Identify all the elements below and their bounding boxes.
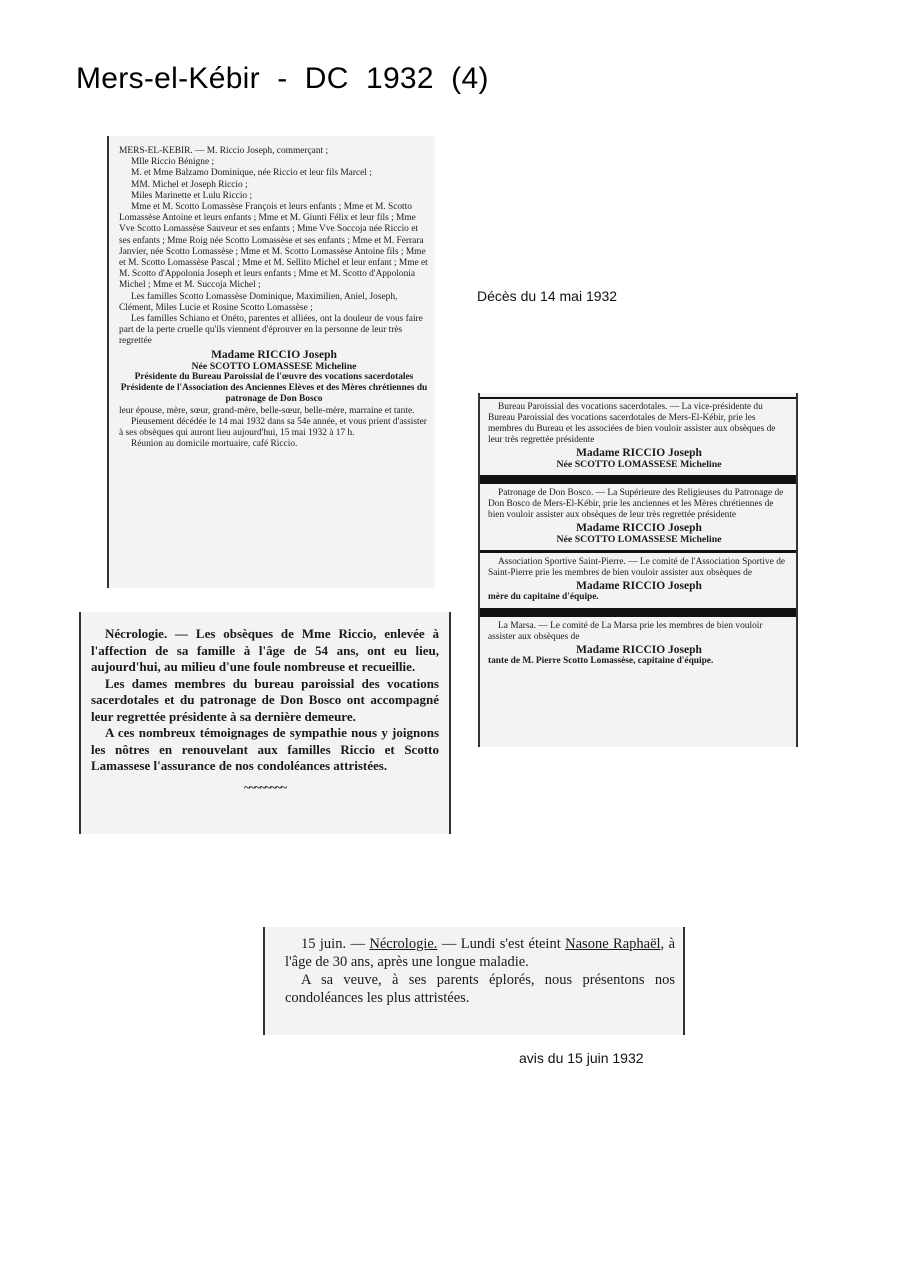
deceased-name: Madame RICCIO Joseph xyxy=(211,348,337,361)
notice-text: — Lundi s'est éteint xyxy=(437,936,566,952)
notice-heading: Nécrologie. xyxy=(369,936,438,952)
notice-date: 15 juin. — xyxy=(301,936,370,952)
necrologie-paragraph: Nécrologie. — Les obsèques de Mme Riccio, enlevée à l'affection de sa famille à l'âge de 54 ans, ont eu lieu, aujourd'hui, au milieu d'une foule nombreuse et recueillie. xyxy=(91,626,439,674)
notice-line: M. et Mme Balzamo Dominique, née Riccio et leur fils Marcel ; xyxy=(131,168,372,179)
notice-line: Mme et M. Scotto Lomassèse François et leurs enfants ; Mme et M. Scotto Lomassèse Antoine et leurs enfants ; Mme et M. Giunti Félix et leur fils ; Mme Vve Scotto Lomassèse Sauveur et ses enfants ; Mme Vve Soccoja née Riccio et ses enfants ; Mme Roig née Scotto Lomassèse et ses enfants ; Mme et M. Ferrara Janvier, née Scotto Lomassèse ; Mme et M. Scotto Lomassèse Antoine fils ; Mme et M. Scotto Lomassèse Pascal ; Mme et M. Sellito Michel et leur enfant ; Mme et M. Scotto d'Appolonia Joseph et leurs enfants ; Mme et M. Scotto d'Appolonia Michel ; Mme et M. Succoja Michel ; xyxy=(119,202,428,291)
deceased-maiden-name: Née SCOTTO LOMASSESE Micheline xyxy=(556,534,722,545)
notice-line: Miles Marinette et Lulu Riccio ; xyxy=(131,190,253,201)
divider xyxy=(480,397,796,399)
notice-line: La Marsa. — Le comité de La Marsa prie les membres de bien vouloir assister aux obsèques de xyxy=(488,621,763,642)
presidency-line: Présidente du Bureau Paroissial de l'œuvre des vocations sacerdotales xyxy=(134,372,414,383)
necrologie-paragraph xyxy=(285,935,675,971)
relation-line: mère du capitaine d'équipe. xyxy=(488,592,599,602)
deceased-name: Madame RICCIO Joseph xyxy=(576,447,702,459)
notice-line: MM. Michel et Joseph Riccio ; xyxy=(131,179,248,190)
notice-line: Réunion au domicile mortuaire, café Riccio. xyxy=(131,439,298,450)
notice-line: Bureau Paroissial des vocations sacerdotales. — La vice-présidente du Bureau Paroissial des vocations sacerdotales de Mers-El-Kébir, prie les membres du Bureau et les associées de bien vouloir assister aux obsèques de leur très regrettée présidente xyxy=(488,402,776,445)
deceased-name: Madame RICCIO Joseph xyxy=(576,644,702,656)
presidency-line: Présidente de l'Association des Anciennes Elèves et des Mères chrétiennes du patronage de Don Bosco xyxy=(120,383,428,405)
notice-line: Pieusement décédée le 14 mai 1932 dans sa 54e année, et vous prient d'assister à ses obsèques qui auront lieu aujourd'hui, 15 mai 1932 à 17 h. xyxy=(119,416,427,439)
newspaper-clipping-necrologie xyxy=(79,612,451,834)
necrologie-paragraph: A sa veuve, à ses parents éplorés, nous présentons nos condoléances les plus attristées. xyxy=(285,972,675,1006)
divider xyxy=(480,550,796,553)
notice-line: Les familles Schiano et Onéto, parentes et alliées, ont la douleur de vous faire part de la perte cruelle qu'ils viennent d'éprouver en la personne de leur très regrettée xyxy=(119,314,423,347)
necrologie-paragraph: A ces nombreux témoignages de sympathie nous y joignons les nôtres en renouvelant aux familles Riccio et Scotto Lamassese l'assurance de nos condoléances attristées. xyxy=(91,725,439,773)
necrologie-paragraph: Les dames membres du bureau paroissial des vocations sacerdotales et du patronage de Don Bosco ont accompagné leur regrettée présidente à sa dernière demeure. xyxy=(91,675,439,724)
newspaper-clipping-associations xyxy=(478,393,798,747)
notice-line: MERS-EL-KEBIR. — M. Riccio Joseph, commerçant ; xyxy=(119,146,329,156)
deceased-maiden-name: Née SCOTTO LOMASSESE Micheline xyxy=(191,360,357,372)
page-title: Mers-el-Kébir - DC 1932 (4) xyxy=(76,62,489,95)
deceased-name: Nasone Raphaël xyxy=(565,936,661,952)
deceased-maiden-name: Née SCOTTO LOMASSESE Micheline xyxy=(556,459,722,470)
deceased-name: Madame RICCIO Joseph xyxy=(576,522,702,534)
notice-line: Association Sportive Saint-Pierre. — Le comité de l'Association Sportive de Saint-Pierre prie les membres de bien vouloir assister aux obsèques de xyxy=(488,557,786,578)
relation-line: tante de M. Pierre Scotto Lomassèse, capitaine d'équipe. xyxy=(488,656,714,666)
deceased-name: Madame RICCIO Joseph xyxy=(576,580,702,592)
notice-line: Les familles Scotto Lomassèse Dominique, Maximilien, Aniel, Joseph, Clément, Miles Lucie et Rosine Scotto Lomassèse ; xyxy=(119,291,398,313)
divider xyxy=(480,475,796,484)
notice-line: Patronage de Don Bosco. — La Supérieure des Religieuses du Patronage de Don Bosco de Mers-El-Kébir, prie les anciennes et les Mères chrétiennes de bien vouloir assister aux obsèques de leur très regrettée présidente xyxy=(488,488,784,520)
notice-text: , à l'âge de 30 ans, après une longue maladie. xyxy=(285,936,676,970)
notice-line: leur épouse, mère, sœur, grand-mère, belle-sœur, belle-mère, marraine et tante. xyxy=(119,405,415,416)
newspaper-clipping-death-notice xyxy=(107,136,435,588)
divider xyxy=(480,608,796,617)
notice-line: Mlle Riccio Bénigne ; xyxy=(131,157,215,168)
newspaper-clipping-15-juin xyxy=(263,927,685,1035)
caption-deces: Décès du 14 mai 1932 xyxy=(477,288,618,304)
caption-avis: avis du 15 juin 1932 xyxy=(519,1050,644,1066)
ornament-divider: ~~~~~~~~ xyxy=(244,779,286,794)
